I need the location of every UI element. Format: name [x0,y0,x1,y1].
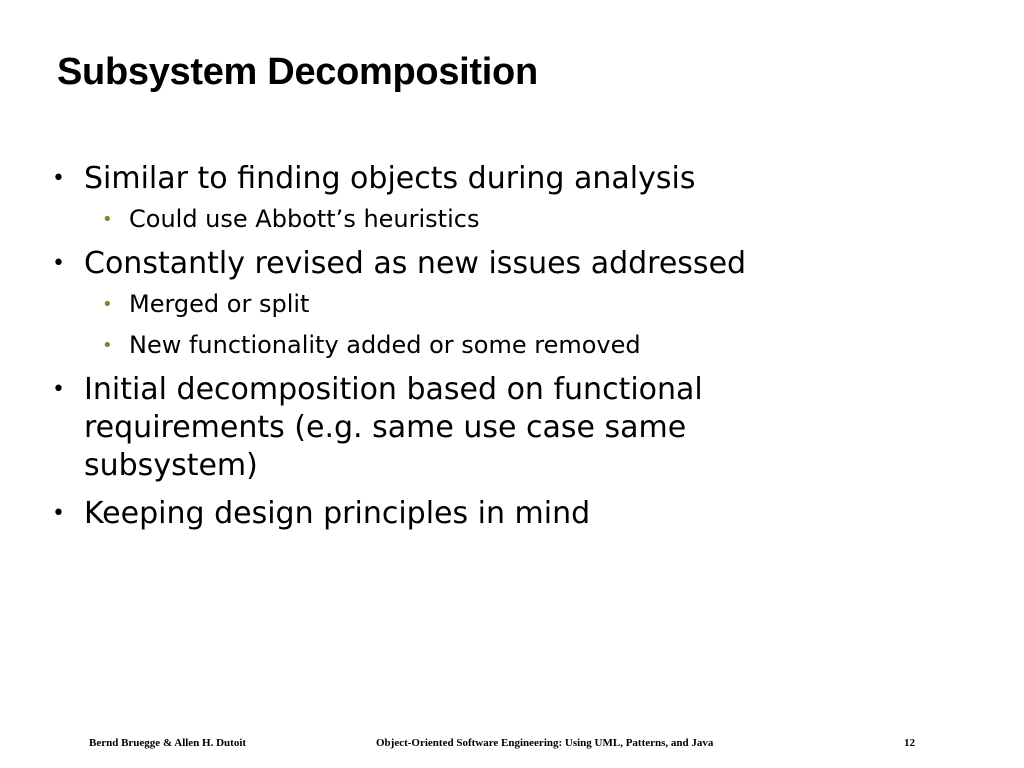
sub-bullet-item [84,289,952,320]
sub-bullet-dot-icon: • [102,209,113,230]
bullet-item [52,495,952,533]
bullet-dot-icon: • [52,251,65,276]
bullet-text: Keeping design principles in mind [84,496,591,531]
bullet-item [52,371,952,485]
sub-bullet-dot-icon: • [102,335,113,356]
bullet-item [52,160,952,235]
slide-footer [0,735,1024,751]
sub-bullet-text: Merged or split [129,290,310,318]
bullet-dot-icon: • [52,166,65,191]
footer-authors: Bernd Bruegge & Allen H. Dutoit [89,737,247,749]
bullet-text: Constantly revised as new issues addressed [84,246,747,281]
sub-bullet-item [84,204,952,235]
footer-book-title: Object-Oriented Software Engineering: Using UML, Patterns, and Java [376,737,714,749]
bullet-list [52,160,952,543]
footer-page-number: 12 [904,737,915,749]
bullet-item [52,245,952,361]
sub-bullet-text: New functionality added or some removed [129,331,641,359]
bullet-dot-icon: • [52,377,65,402]
sub-bullet-list [84,204,952,235]
bullet-text: Initial decomposition based on functional requirements (e.g. same use case same subsystem) [84,372,703,483]
sub-bullet-item [84,330,952,361]
sub-bullet-dot-icon: • [102,294,113,315]
slide-title: Subsystem Decomposition [57,51,538,93]
bullet-dot-icon: • [52,501,65,526]
bullet-text: Similar to finding objects during analysis [84,161,696,196]
sub-bullet-list [84,289,952,361]
sub-bullet-text: Could use Abbott’s heuristics [129,205,480,233]
